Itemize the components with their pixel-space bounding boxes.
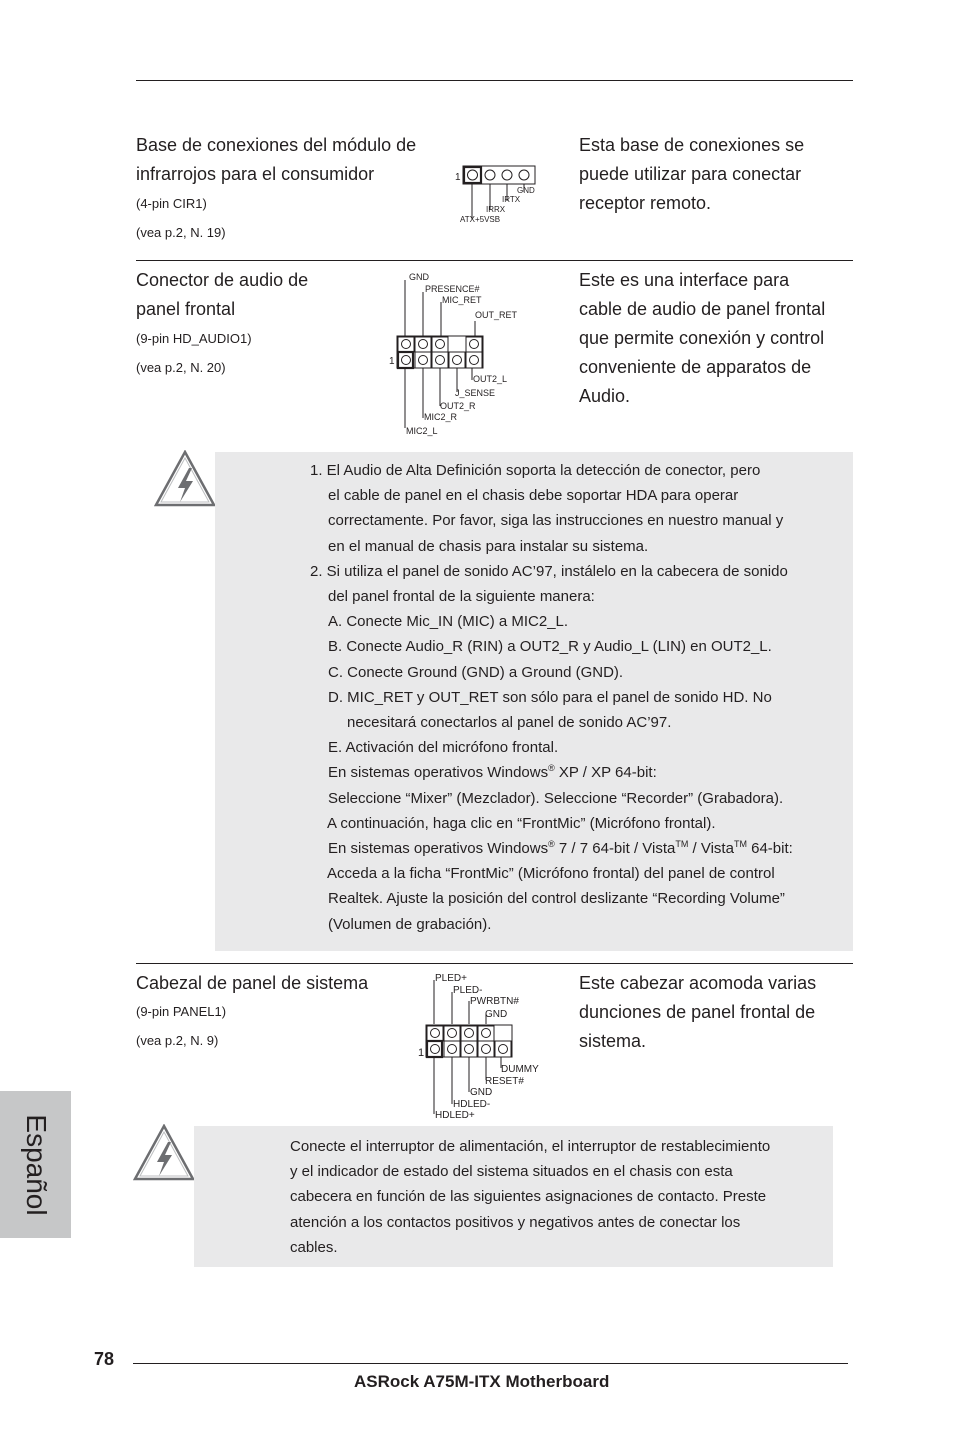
audio-title-line2: panel frontal [136,299,236,319]
cir-desc-line: puede utilizar para conectar [579,164,802,184]
panel-label-dummy: DUMMY [501,1064,539,1075]
cir-header-diagram [450,160,550,230]
audio-description [579,266,825,411]
note-text: En sistemas operativos Windows [328,764,549,782]
note-text: 7 / 7 64-bit / Vista [554,840,676,858]
audio-label-mic2-r: MIC2_R [424,412,458,422]
panel-header-diagram [414,968,554,1122]
cir-pin1-label: 1 [455,172,461,183]
note-text: / Vista [688,840,734,858]
registered-mark: ® [548,839,555,850]
panel-label-gnd-top: GND [485,1009,508,1020]
footer-rule [133,1363,848,1364]
panel-label-reset: RESET# [485,1076,524,1087]
note-line: en el manual de chasis para instalar su sistema. [328,537,649,555]
audio-desc-line: que permite conexión y control [579,328,825,348]
audio-desc-line: cable de audio de panel frontal [579,299,826,319]
panel-pin: (9-pin PANEL1) [136,1004,227,1019]
audio-header-diagram [385,268,525,440]
panel-label-gnd-bottom: GND [470,1087,493,1098]
trademark-mark: TM [675,839,689,850]
note-line: Acceda a la ficha “FrontMic” (Micrófono frontal) del panel de control [327,865,775,883]
panel-ref: (vea p.2, N. 9) [136,1033,219,1048]
page-number: 78 [94,1349,115,1369]
note-line: Seleccione “Mixer” (Mezclador). Seleccione “Recorder” (Grabadora). [328,789,784,807]
audio-label-out2-r: OUT2_R [440,401,476,411]
trademark-mark: TM [733,839,747,850]
section-divider [136,963,853,964]
note-line: del panel frontal de la siguiente manera: [328,588,595,606]
audio-desc-line: Audio. [579,386,631,406]
top-rule [136,80,853,81]
audio-ref: (vea p.2, N. 20) [136,360,226,375]
note-text: 64-bit: [746,840,793,858]
note-line: C. Conecte Ground (GND) a Ground (GND). [328,663,624,681]
note-line: necesitará conectarlos al panel de sonido AC’97. [347,714,672,732]
audio-label-mic2-l: MIC2_L [406,426,438,436]
cir-title [136,131,416,189]
cir-label-irrx: IRRX [486,205,506,214]
registered-mark: ® [548,763,555,774]
note-line [310,760,855,785]
panel-label-pwrbtn: PWRBTN# [470,996,519,1007]
note-line: 1. El Audio de Alta Definición soporta la detección de conector, pero [310,462,761,479]
panel-label-hdled-plus: HDLED+ [435,1110,475,1121]
audio-pin1-label: 1 [389,356,395,367]
audio-title-line1: Conector de audio de [136,270,309,290]
audio-label-mic-ret: MIC_RET [442,295,482,305]
panel-label-hdled-minus: HDLED- [453,1099,491,1110]
note-line: y el indicador de estado del sistema situados en el chasis con esta [290,1163,733,1181]
panel-title: Cabezal de panel de sistema [136,973,369,993]
audio-pin: (9-pin HD_AUDIO1) [136,331,252,346]
panel-pin1-label: 1 [418,1047,425,1059]
cir-title-line1: Base de conexiones del módulo de [136,135,417,155]
note-panel-text [290,1134,770,1260]
audio-label-presence: PRESENCE# [425,284,480,294]
cir-label-irtx: IRTX [502,195,521,204]
cir-pin: (4-pin CIR1) [136,196,207,211]
note-line: D. MIC_RET y OUT_RET son sólo para el panel de sonido HD. No [328,688,772,706]
note-text: XP / XP 64-bit: [554,764,657,782]
footer-product-name: ASRock A75M-ITX Motherboard [354,1372,610,1391]
panel-desc-line: dunciones de panel frontal de [579,1002,816,1022]
language-tab [0,1091,71,1238]
note-line: B. Conecte Audio_R (RIN) a OUT2_R y Audio_L (LIN) en OUT2_L. [328,638,772,656]
note-line: correctamente. Por favor, siga las instrucciones en nuestro manual y [328,512,784,530]
language-tab-label: Español [20,1113,52,1216]
panel-label-pled-minus: PLED- [453,985,483,996]
note-line: Realtek. Ajuste la posición del control deslizante “Recording Volume” [328,890,785,908]
note-line: atención a los contactos positivos y negativos antes de conectar los [290,1213,741,1231]
cir-ref: (vea p.2, N. 19) [136,225,226,240]
note-line: (Volumen de grabación). [328,915,492,933]
panel-desc-line: Este cabezar acomoda varias [579,973,817,993]
note-line: A continuación, haga clic en “FrontMic” (Micrófono frontal). [327,814,716,832]
note-line: Conecte el interruptor de alimentación, el interruptor de restablecimiento [290,1138,771,1155]
warning-icon [133,1124,195,1182]
audio-label-out-ret: OUT_RET [475,310,518,320]
section-divider [136,260,853,261]
audio-label-j-sense: J_SENSE [455,388,496,398]
note-line: E. Activación del micrófono frontal. [328,739,559,757]
note-line: A. Conecte Mic_IN (MIC) a MIC2_L. [328,613,569,631]
warning-icon [154,450,216,508]
note-line: cabecera en función de las siguientes asignaciones de contacto. Preste [290,1188,767,1206]
audio-title [136,266,308,324]
panel-desc-line: sistema. [579,1031,647,1051]
audio-label-gnd: GND [409,272,429,282]
cir-label-gnd: GND [517,186,535,195]
audio-desc-line: Este es una interface para [579,270,790,290]
panel-label-pled-plus: PLED+ [435,973,467,984]
note-line: 2. Si utiliza el panel de sonido AC’97, instálelo en la cabecera de sonido [310,562,788,580]
panel-description [579,969,816,1056]
audio-desc-line: conveniente de apparatos de [579,357,812,377]
audio-label-out2-l: OUT2_L [473,374,508,384]
note-line: cables. [290,1238,338,1256]
note-line: el cable de panel en el chasis debe soportar HDA para operar [328,487,739,505]
cir-desc-line: Esta base de conexiones se [579,135,805,155]
cir-label-atx5vsb: ATX+5VSB [460,215,501,224]
cir-desc-line: receptor remoto. [579,193,712,213]
cir-description [579,131,804,218]
cir-title-line2: infrarrojos para el consumidor [136,164,375,184]
note-line [310,836,855,861]
note-audio-text [310,458,855,937]
note-text: En sistemas operativos Windows [328,840,549,858]
